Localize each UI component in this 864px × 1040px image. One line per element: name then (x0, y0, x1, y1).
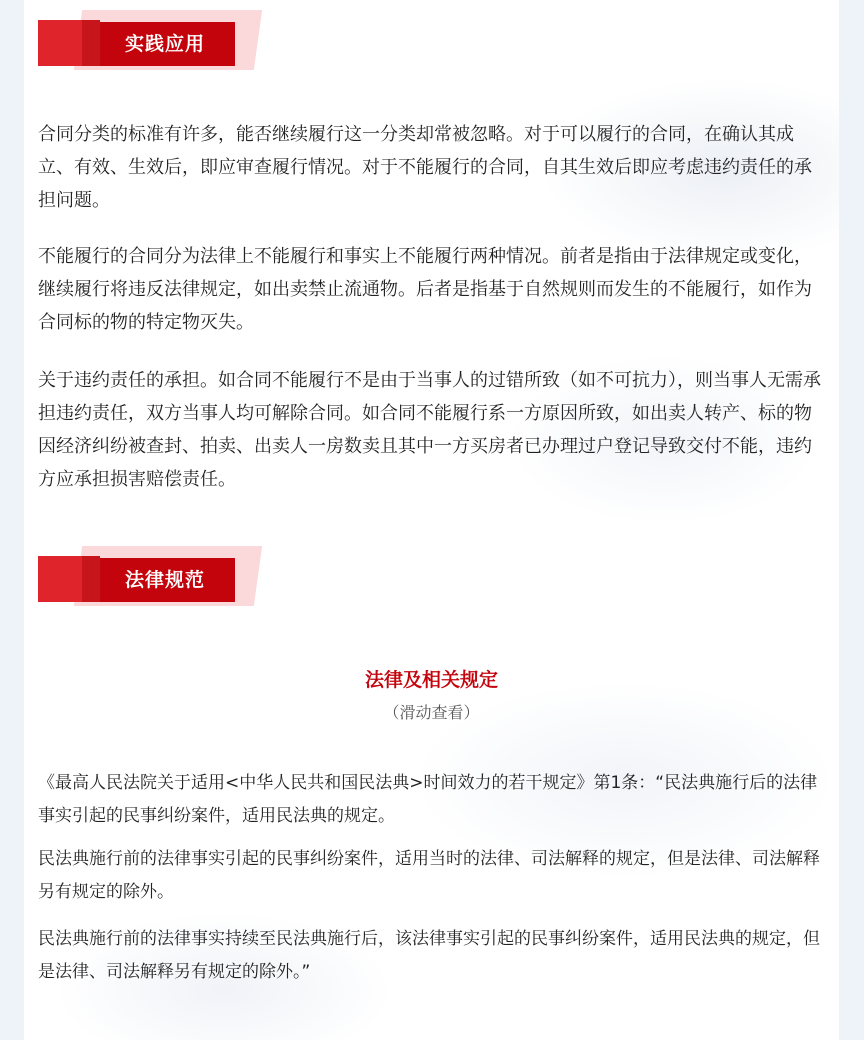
law-paragraph: 《最高人民法院关于适用<中华人民共和国民法典>时间效力的若干规定》第1条：“民法典施行后的法律事实引起的民事纠纷案件，适用民法典的规定。 (38, 773, 818, 826)
article-page (24, 0, 839, 1040)
section-header-law (38, 546, 268, 610)
law-paragraph: 民法典施行前的法律事实引起的民事纠纷案件，适用当时的法律、司法解释的规定，但是法律、司法解释另有规定的除外。 (38, 849, 820, 902)
paragraph: 合同分类的标准有许多，能否继续履行这一分类却常被忽略。对于可以履行的合同，在确认其成立、有效、生效后，即应审查履行情况。对于不能履行的合同，自其生效后即应考虑违约责任的承担问题。 (38, 124, 812, 211)
header-decoration (82, 556, 100, 602)
header-decoration (82, 20, 100, 66)
section-title: 法律规范 (100, 558, 235, 602)
law-paragraph: 民法典施行前的法律事实持续至民法典施行后，该法律事实引起的民事纠纷案件，适用民法典的规定，但是法律、司法解释另有规定的除外。” (38, 929, 820, 982)
paragraph: 关于违约责任的承担。如合同不能履行不是由于当事人的过错所致（如不可抗力），则当事人无需承担违约责任，双方当事人均可解除合同。如合同不能履行系一方原因所致，如出卖人转产、标的物因经济纠纷被查封、拍卖、出卖人一房数卖且其中一方买房者已办理过户登记导致交付不能，违约方应承担损害赔偿责任。 (38, 370, 821, 490)
law-subtitle: 法律及相关规定 (364, 669, 498, 691)
section-title: 实践应用 (100, 22, 235, 66)
header-decoration (38, 20, 82, 66)
paragraph: 不能履行的合同分为法律上不能履行和事实上不能履行两种情况。前者是指由于法律规定或变化，继续履行将违反法律规定，如出卖禁止流通物。后者是指基于自然规则而发生的不能履行，如作为合同标的物的特定物灭失。 (38, 246, 812, 333)
section-header-practice (38, 10, 268, 74)
header-decoration (38, 556, 82, 602)
scroll-hint: （滑动查看） (383, 703, 480, 722)
